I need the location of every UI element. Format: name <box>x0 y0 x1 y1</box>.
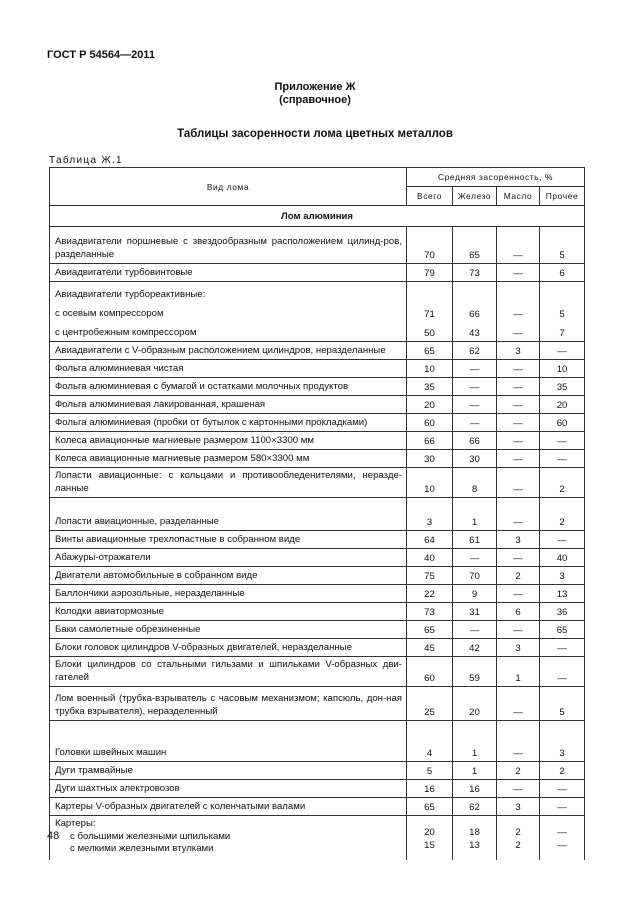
row-value: 66 <box>453 303 497 322</box>
row-value: 61 <box>453 531 497 549</box>
row-value: 3 <box>497 342 540 360</box>
row-value: 3 <box>497 639 540 657</box>
row-value: 10 <box>407 468 453 498</box>
row-value: 18 <box>469 827 480 838</box>
row-value: 9 <box>453 585 497 603</box>
row-value: 65 <box>453 227 497 264</box>
row-name <box>50 816 407 861</box>
table-row <box>50 227 585 264</box>
row-value: — <box>497 360 540 378</box>
row-value: 10 <box>540 360 585 378</box>
table-row <box>50 531 585 549</box>
row-name: Авиадвигатели с V-образным расположением цилиндров, неразделанные <box>50 342 407 360</box>
row-value: 3 <box>497 531 540 549</box>
row-name: Дуги шахтных электровозов <box>50 780 407 798</box>
col-header-other: Прочее <box>540 187 585 206</box>
row-value: 4 <box>407 721 453 762</box>
row-value: 5 <box>407 762 453 780</box>
row-name: Фольга алюминиевая чистая <box>50 360 407 378</box>
row-value: 65 <box>407 621 453 639</box>
row-name: Колеса авиационные магниевые размером 1100×3300 мм <box>50 432 407 450</box>
row-value: 40 <box>407 549 453 567</box>
row-value: 35 <box>540 378 585 396</box>
row-name: Головки швейных машин <box>50 721 407 762</box>
table-row <box>50 414 585 432</box>
row-name: Картеры V-образных двигателей с коленчатыми валами <box>50 798 407 816</box>
row-value: 5 <box>540 687 585 721</box>
row-name: Абажуры-отражатели <box>50 549 407 567</box>
row-value: 60 <box>407 657 453 687</box>
row-value: 79 <box>407 264 453 282</box>
table-title: Таблицы засоренности лома цветных металлов <box>177 128 453 140</box>
row-value: 35 <box>407 378 453 396</box>
table-row <box>50 264 585 282</box>
table-row <box>50 282 585 304</box>
row-value: — <box>497 303 540 322</box>
table-row <box>50 621 585 639</box>
row-value: — <box>540 342 585 360</box>
row-value: — <box>497 549 540 567</box>
row-value: 6 <box>497 603 540 621</box>
row-value: 3 <box>540 567 585 585</box>
col-header-total: Всего <box>407 187 453 206</box>
col-header-name: Вид лома <box>50 168 407 206</box>
row-value: — <box>540 798 585 816</box>
row-value: 22 <box>407 585 453 603</box>
row-value: — <box>453 621 497 639</box>
table-row <box>50 303 585 322</box>
table-row <box>50 342 585 360</box>
row-value: — <box>540 780 585 798</box>
table-row <box>50 603 585 621</box>
row-value: — <box>497 414 540 432</box>
row-value: — <box>540 639 585 657</box>
table-label: Таблица Ж.1 <box>49 155 123 166</box>
row-value: 30 <box>407 450 453 468</box>
row-value: 5 <box>540 303 585 322</box>
table-row <box>50 567 585 585</box>
table-row <box>50 360 585 378</box>
row-value: 10 <box>407 360 453 378</box>
row-name: Баки самолетные обрезиненные <box>50 621 407 639</box>
row-name-head: Картеры: <box>55 818 96 829</box>
row-name: Авиадвигатели турбовинтовые <box>50 264 407 282</box>
row-value: — <box>557 827 567 838</box>
table-row <box>50 762 585 780</box>
row-value: 20 <box>424 827 435 838</box>
row-value: 31 <box>453 603 497 621</box>
col-header-group: Средняя засоренность, % <box>407 168 585 187</box>
row-name: Дуги трамвайные <box>50 762 407 780</box>
row-value: — <box>540 432 585 450</box>
row-value: 65 <box>540 621 585 639</box>
row-value: — <box>497 450 540 468</box>
row-name: Фольга алюминиевая с бумагой и остатками молочных продуктов <box>50 378 407 396</box>
row-value: 1 <box>453 498 497 531</box>
row-value: — <box>453 396 497 414</box>
row-value: 13 <box>469 839 480 851</box>
row-value: 60 <box>540 414 585 432</box>
table-row <box>50 549 585 567</box>
row-name: Авиадвигатели турбореактивные: <box>50 282 407 304</box>
row-value: 13 <box>540 585 585 603</box>
row-value: 45 <box>407 639 453 657</box>
row-value: 20 <box>540 396 585 414</box>
row-value: 73 <box>453 264 497 282</box>
row-value: 5 <box>540 227 585 264</box>
row-value: 43 <box>453 322 497 342</box>
row-subname: с мелкими железными втулками <box>70 843 214 854</box>
row-value: — <box>497 498 540 531</box>
row-name: Авиадвигатели поршневые с звездообразным расположением цилинд-ров, разделанные <box>50 227 407 264</box>
row-value: — <box>497 687 540 721</box>
row-value: 3 <box>540 721 585 762</box>
row-value: 62 <box>453 798 497 816</box>
row-value: 75 <box>407 567 453 585</box>
row-name: Колеса авиационные магниевые размером 580×3300 мм <box>50 450 407 468</box>
row-value: 1 <box>453 721 497 762</box>
row-value: 2 <box>497 567 540 585</box>
row-name: Блоки цилиндров со стальными гильзами и шпильками V-образных дви-гателей <box>50 657 407 687</box>
table-row <box>50 322 585 342</box>
row-value: — <box>497 322 540 342</box>
table-row <box>50 687 585 721</box>
row-value: 42 <box>453 639 497 657</box>
row-name: с центробежным компрессором <box>50 322 407 342</box>
table-row <box>50 780 585 798</box>
row-value: 3 <box>497 798 540 816</box>
row-value: 8 <box>453 468 497 498</box>
row-value: — <box>540 531 585 549</box>
row-value: 2 <box>515 827 521 838</box>
table-row <box>50 816 585 861</box>
row-value: 59 <box>453 657 497 687</box>
row-value: 6 <box>540 264 585 282</box>
row-value: 3 <box>407 498 453 531</box>
table-row <box>50 450 585 468</box>
table-row <box>50 639 585 657</box>
row-value: 20 <box>407 396 453 414</box>
row-name: Колодки авиатормозные <box>50 603 407 621</box>
row-value: — <box>497 621 540 639</box>
table-row <box>50 432 585 450</box>
row-value: — <box>497 378 540 396</box>
table-row <box>50 585 585 603</box>
row-value: 60 <box>407 414 453 432</box>
row-value: — <box>497 721 540 762</box>
row-value: — <box>497 396 540 414</box>
row-value: 7 <box>540 322 585 342</box>
table-row <box>50 378 585 396</box>
row-value: 15 <box>424 839 435 851</box>
row-value: 1 <box>497 657 540 687</box>
table-row <box>50 721 585 762</box>
row-value: — <box>497 264 540 282</box>
table-row <box>50 396 585 414</box>
standard-number: ГОСТ Р 54564—2011 <box>47 49 155 61</box>
row-name: Фольга алюминиевая (пробки от бутылок с картонными прокладками) <box>50 414 407 432</box>
row-value: — <box>453 414 497 432</box>
appendix-subtitle: (справочное) <box>279 94 351 106</box>
row-value: 2 <box>515 839 521 851</box>
row-value: 20 <box>453 687 497 721</box>
row-value: 65 <box>407 342 453 360</box>
row-value: 50 <box>407 322 453 342</box>
table-row <box>50 798 585 816</box>
row-value: — <box>497 468 540 498</box>
table-row <box>50 498 585 531</box>
appendix-title: Приложение Ж <box>274 81 356 93</box>
row-name: Фольга алюминиевая лакированная, крашеная <box>50 396 407 414</box>
row-value: 66 <box>453 432 497 450</box>
row-value: 71 <box>407 303 453 322</box>
row-value: 73 <box>407 603 453 621</box>
row-value: — <box>497 585 540 603</box>
row-value: 62 <box>453 342 497 360</box>
row-value: 40 <box>540 549 585 567</box>
row-value: — <box>497 432 540 450</box>
contamination-table <box>49 167 585 860</box>
row-value: 2 <box>540 762 585 780</box>
row-name: Блоки головок цилиндров V-образных двигателей, неразделанные <box>50 639 407 657</box>
table-row <box>50 468 585 498</box>
row-value: 65 <box>407 798 453 816</box>
row-value: 16 <box>453 780 497 798</box>
row-name: с осевым компрессором <box>50 303 407 322</box>
table-row <box>50 657 585 687</box>
row-name: Лопасти авиационные, разделанные <box>50 498 407 531</box>
row-value: — <box>497 227 540 264</box>
row-value: — <box>557 839 567 851</box>
row-subname: с большими железными шпильками <box>70 830 231 842</box>
row-name: Винты авиационные трехлопастные в собранном виде <box>50 531 407 549</box>
row-name: Лом военный (трубка-взрыватель с часовым механизмом; капсюль, дон-ная трубка взрывателя), неразделенный <box>50 687 407 721</box>
row-value: — <box>540 450 585 468</box>
row-value: 70 <box>453 567 497 585</box>
row-name: Двигатели автомобильные в собранном виде <box>50 567 407 585</box>
row-name: Лопасти авиационные: с кольцами и противообледенителями, нераздe-ланные <box>50 468 407 498</box>
page-number: 48 <box>47 830 60 842</box>
row-value: — <box>497 780 540 798</box>
row-value: 2 <box>540 498 585 531</box>
row-value: 2 <box>540 468 585 498</box>
col-header-oil: Масло <box>497 187 540 206</box>
row-value: — <box>540 657 585 687</box>
row-value: 30 <box>453 450 497 468</box>
row-value: — <box>453 360 497 378</box>
row-value: 36 <box>540 603 585 621</box>
row-value: 64 <box>407 531 453 549</box>
row-value: — <box>453 549 497 567</box>
section-header: Лом алюминия <box>50 206 585 227</box>
row-value: 1 <box>453 762 497 780</box>
row-value: 16 <box>407 780 453 798</box>
row-value: 25 <box>407 687 453 721</box>
row-value: 66 <box>407 432 453 450</box>
row-name: Баллончики аэрозольные, неразделанные <box>50 585 407 603</box>
row-value: — <box>453 378 497 396</box>
col-header-iron: Железо <box>453 187 497 206</box>
row-value: 70 <box>407 227 453 264</box>
row-value: 2 <box>497 762 540 780</box>
